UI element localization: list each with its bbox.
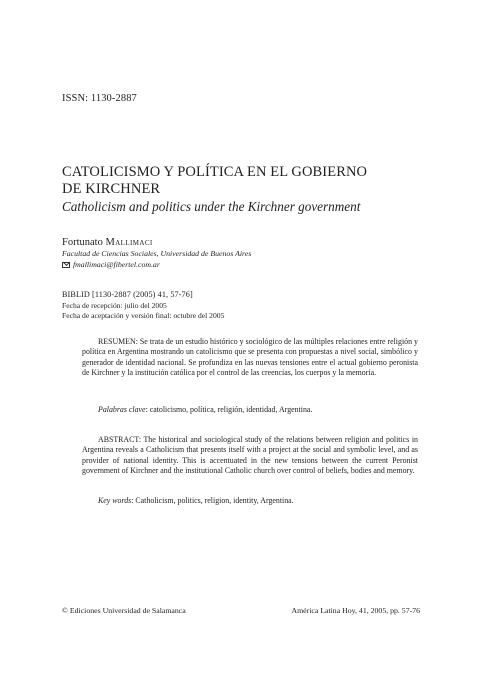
abstract-text: ABSTRACT: The historical and sociological study of the relations between religion and politics in Argentina reveals a Catholicism that presents itself with a project at the social and symbolic level, and as provider of national identity. This is accentuated in the new tensions between the current Peronist government of Kirchner and the institutional Catholic church over control of beliefs, bodies and memory.	[82, 435, 418, 476]
footer-publisher: © Ediciones Universidad de Salamanca	[62, 606, 186, 615]
biblio-block	[62, 290, 422, 321]
author-email-row	[62, 260, 422, 271]
article-title-block	[62, 164, 422, 215]
footer-journal-citation: América Latina Hoy, 41, 2005, pp. 57-76	[291, 606, 420, 615]
palabras-clave-list: : catolicismo, política, religión, identidad, Argentina.	[145, 405, 313, 414]
title-spanish-line1: CATOLICISMO Y POLÍTICA EN EL GOBIERNO	[62, 164, 368, 180]
author-email[interactable]: fmallimaci@fibertel.com.ar	[73, 259, 160, 269]
title-spanish-line2: DE KIRCHNER	[62, 181, 161, 197]
title-english: Catholicism and politics under the Kirchner government	[62, 199, 361, 214]
author-first-name: Fortunato	[62, 237, 103, 248]
received-date: Fecha de recepción: julio del 2005	[62, 300, 167, 310]
biblid-reference: BIBLID [1130-2887 (2005) 41, 57-76]	[62, 290, 193, 299]
author-block	[62, 236, 422, 270]
envelope-icon	[62, 262, 70, 268]
issn-label: ISSN: 1130-2887	[62, 93, 137, 104]
key-words-label: Key words	[98, 496, 132, 505]
resumen-text: RESUMEN: Se trata de un estudio histórico y sociológico de las múltiples relaciones entre religión y política en Argentina mostrando un catolicismo que se presenta con propuestas a nivel social, simbólico y generador de identidad nacional. Se profundiza en las nuevas tensiones entre el actual gobierno peronista de Kirchner y la institución católica por el control de las creencias, los cuerpos y la memoria.	[82, 337, 418, 378]
author-affiliation: Facultad de Ciencias Sociales, Universidad de Buenos Aires	[62, 249, 252, 258]
author-last-name: Mallimaci	[105, 237, 153, 248]
palabras-clave-label: Palabras clave	[98, 405, 146, 414]
resumen-paragraph	[82, 337, 418, 379]
palabras-clave	[98, 405, 418, 415]
key-words-list: : Catholicism, politics, religion, identity, Argentina.	[131, 496, 294, 505]
abstract-paragraph	[82, 435, 418, 477]
accepted-date: Fecha de aceptación y versión final: octubre del 2005	[62, 310, 225, 320]
key-words	[98, 496, 418, 506]
author-name	[62, 236, 422, 249]
